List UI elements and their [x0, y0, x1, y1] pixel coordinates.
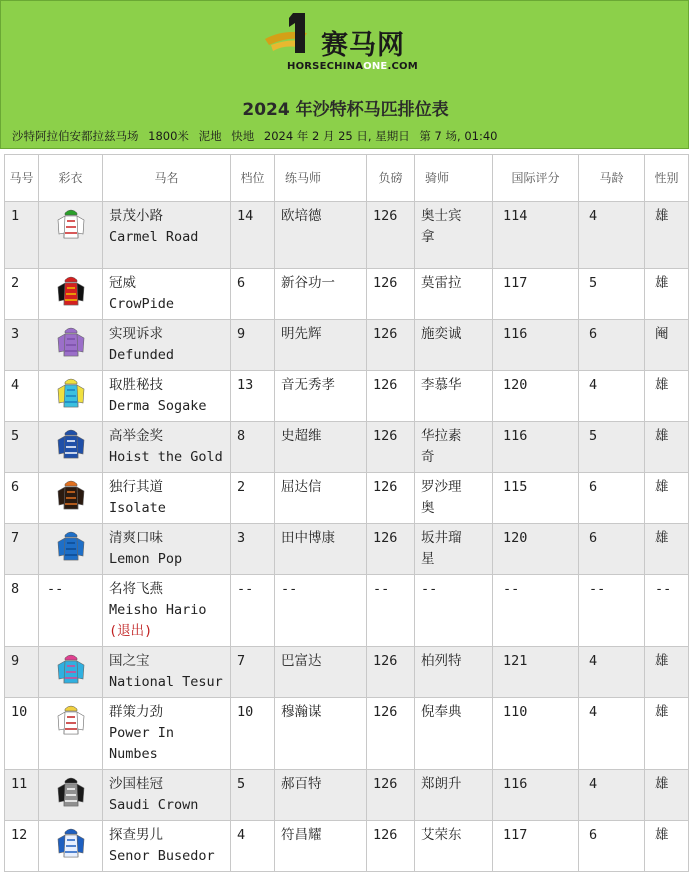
- scratched-label: (退出): [109, 623, 153, 639]
- weight-cell: 126: [367, 473, 415, 524]
- trainer-cell: --: [275, 575, 367, 647]
- age-cell: 4: [579, 770, 645, 821]
- sex-cell: 阉: [645, 320, 689, 371]
- silk-cell: [39, 422, 103, 473]
- silk-cell: [39, 698, 103, 770]
- age-cell: 6: [579, 473, 645, 524]
- horse-name-chinese: 高举金奖: [109, 428, 163, 444]
- age-cell: 5: [579, 269, 645, 320]
- jockey-silk-icon: [56, 326, 86, 358]
- weight-cell: 126: [367, 422, 415, 473]
- draw-cell: 9: [231, 320, 275, 371]
- rating-cell: 116: [493, 422, 579, 473]
- trainer-cell: 田中博康: [275, 524, 367, 575]
- race-surface: 泥地: [198, 129, 222, 143]
- horse-name-cell[interactable]: [103, 473, 231, 524]
- weight-cell: 126: [367, 320, 415, 371]
- jockey-cell: 郑朗升: [415, 770, 493, 821]
- age-cell: 4: [579, 698, 645, 770]
- sex-cell: 雄: [645, 770, 689, 821]
- table-row[interactable]: [5, 698, 689, 770]
- horse-name-chinese: 实现诉求: [109, 326, 163, 342]
- horse-name-chinese: 冠威: [109, 275, 136, 291]
- col-header-age: 马龄: [579, 155, 645, 202]
- horse-name-chinese: 取胜秘技: [109, 377, 163, 393]
- horse-name-english: CrowPide: [109, 296, 175, 312]
- horse-name-english: Hoist the Gold: [109, 449, 223, 465]
- table-row[interactable]: [5, 524, 689, 575]
- table-row[interactable]: [5, 269, 689, 320]
- rating-cell: 116: [493, 770, 579, 821]
- silk-cell: [39, 647, 103, 698]
- jockey-cell: 坂井瑠 星: [415, 524, 493, 575]
- trainer-cell: 新谷功一: [275, 269, 367, 320]
- silk-cell: [39, 770, 103, 821]
- race-distance: 1800米: [148, 129, 189, 143]
- draw-cell: 3: [231, 524, 275, 575]
- horse-number: 9: [5, 647, 39, 698]
- rating-cell: 116: [493, 320, 579, 371]
- horse-number: 7: [5, 524, 39, 575]
- age-cell: 4: [579, 371, 645, 422]
- horse-name-english: National Tesur: [109, 674, 223, 690]
- rating-cell: 120: [493, 524, 579, 575]
- weight-cell: --: [367, 575, 415, 647]
- weight-cell: 126: [367, 647, 415, 698]
- jockey-silk-icon: [56, 377, 86, 409]
- col-header-name: 马名: [103, 155, 231, 202]
- table-row[interactable]: [5, 202, 689, 269]
- weight-cell: 126: [367, 371, 415, 422]
- draw-cell: 2: [231, 473, 275, 524]
- logo-mark-icon: [263, 9, 323, 57]
- table-row[interactable]: [5, 422, 689, 473]
- jockey-cell: 罗沙理 奥: [415, 473, 493, 524]
- silk-cell: --: [39, 575, 103, 647]
- horse-name-cell[interactable]: [103, 821, 231, 872]
- horse-number: 11: [5, 770, 39, 821]
- sex-cell: 雄: [645, 524, 689, 575]
- trainer-cell: 穆瀚谋: [275, 698, 367, 770]
- header-banner: [0, 0, 689, 149]
- sex-cell: 雄: [645, 647, 689, 698]
- horse-number: 2: [5, 269, 39, 320]
- weight-cell: 126: [367, 821, 415, 872]
- age-cell: 5: [579, 422, 645, 473]
- logo-text: 赛马网: [321, 30, 405, 61]
- horse-name-cell[interactable]: [103, 269, 231, 320]
- horse-name-english: Defunded: [109, 347, 175, 363]
- table-row[interactable]: [5, 320, 689, 371]
- sex-cell: 雄: [645, 698, 689, 770]
- race-info: [12, 128, 503, 144]
- sex-cell: --: [645, 575, 689, 647]
- horse-name-chinese: 清爽口味: [109, 530, 163, 546]
- rating-cell: 117: [493, 269, 579, 320]
- jockey-silk-icon: [56, 653, 86, 685]
- jockey-silk-icon: [56, 275, 86, 307]
- age-cell: --: [579, 575, 645, 647]
- table-row[interactable]: [5, 770, 689, 821]
- silk-cell: [39, 821, 103, 872]
- horse-name-chinese: 探查男儿: [109, 827, 163, 843]
- age-cell: 6: [579, 524, 645, 575]
- age-cell: 4: [579, 647, 645, 698]
- jockey-silk-icon: [56, 704, 86, 736]
- rating-cell: --: [493, 575, 579, 647]
- horse-name-chinese: 名将飞燕: [109, 581, 163, 597]
- rating-cell: 120: [493, 371, 579, 422]
- trainer-cell: 屈达信: [275, 473, 367, 524]
- jockey-cell: --: [415, 575, 493, 647]
- draw-cell: 7: [231, 647, 275, 698]
- jockey-silk-icon: [56, 827, 86, 859]
- horse-number: 4: [5, 371, 39, 422]
- horse-name-cell[interactable]: [103, 698, 231, 770]
- jockey-cell: 柏列特: [415, 647, 493, 698]
- horse-name-english: Saudi Crown: [109, 797, 199, 813]
- trainer-cell: 巴富达: [275, 647, 367, 698]
- col-header-jockey: 骑师: [415, 155, 493, 202]
- horse-number: 1: [5, 202, 39, 269]
- sex-cell: 雄: [645, 473, 689, 524]
- horse-name-cell[interactable]: [103, 320, 231, 371]
- table-row[interactable]: [5, 575, 689, 647]
- horse-number: 10: [5, 698, 39, 770]
- col-header-sex: 性别: [645, 155, 689, 202]
- horse-number: 12: [5, 821, 39, 872]
- horse-name-chinese: 国之宝: [109, 653, 150, 669]
- logo-domain: HORSECHINAONE.COM: [287, 61, 418, 72]
- sex-cell: 雄: [645, 371, 689, 422]
- horse-name-chinese: 群策力劲: [109, 704, 163, 720]
- horse-number: 6: [5, 473, 39, 524]
- jockey-cell: 李慕华: [415, 371, 493, 422]
- horse-name-cell[interactable]: [103, 202, 231, 269]
- site-logo[interactable]: [263, 9, 423, 75]
- jockey-silk-icon: [56, 479, 86, 511]
- draw-cell: 13: [231, 371, 275, 422]
- trainer-cell: 郝百特: [275, 770, 367, 821]
- rating-cell: 121: [493, 647, 579, 698]
- weight-cell: 126: [367, 202, 415, 269]
- horse-name-cell[interactable]: [103, 371, 231, 422]
- col-header-draw: 档位: [231, 155, 275, 202]
- horse-name-chinese: 景茂小路: [109, 208, 163, 224]
- draw-cell: 14: [231, 202, 275, 269]
- silk-cell: [39, 320, 103, 371]
- jockey-cell: 艾荣东: [415, 821, 493, 872]
- horse-name-cell[interactable]: [103, 575, 231, 647]
- jockey-cell: 倪奉典: [415, 698, 493, 770]
- horse-name-chinese: 独行其道: [109, 479, 163, 495]
- table-header-row: [5, 155, 689, 202]
- horse-number: 3: [5, 320, 39, 371]
- col-header-trainer: 练马师: [275, 155, 367, 202]
- horse-name-cell[interactable]: [103, 524, 231, 575]
- silk-cell: [39, 371, 103, 422]
- trainer-cell: 符昌耀: [275, 821, 367, 872]
- horse-name-chinese: 沙国桂冠: [109, 776, 163, 792]
- rating-cell: 115: [493, 473, 579, 524]
- silk-cell: [39, 473, 103, 524]
- trainer-cell: 欧培德: [275, 202, 367, 269]
- entries-table: [4, 154, 689, 872]
- silk-cell: [39, 202, 103, 269]
- horse-name-english: Lemon Pop: [109, 551, 183, 567]
- trainer-cell: 史超维: [275, 422, 367, 473]
- silk-cell: [39, 524, 103, 575]
- horse-name-cell[interactable]: [103, 647, 231, 698]
- race-date: 2024 年 2 月 25 日, 星期日: [263, 129, 410, 143]
- age-cell: 6: [579, 821, 645, 872]
- col-header-silk: 彩衣: [39, 155, 103, 202]
- age-cell: 4: [579, 202, 645, 269]
- table-row[interactable]: [5, 371, 689, 422]
- horse-name-cell[interactable]: [103, 422, 231, 473]
- age-cell: 6: [579, 320, 645, 371]
- trainer-cell: 明先辉: [275, 320, 367, 371]
- silk-cell: [39, 269, 103, 320]
- col-header-weight: 负磅: [367, 155, 415, 202]
- horse-name-english: Isolate: [109, 500, 166, 516]
- rating-cell: 114: [493, 202, 579, 269]
- table-row[interactable]: [5, 821, 689, 872]
- horse-number: 8: [5, 575, 39, 647]
- horse-name-english: Derma Sogake: [109, 398, 207, 414]
- horse-name-english: Senor Busedor: [109, 848, 215, 864]
- col-header-rating: 国际评分: [493, 155, 579, 202]
- jockey-cell: 施奕诚: [415, 320, 493, 371]
- weight-cell: 126: [367, 269, 415, 320]
- horse-name-english: Carmel Road: [109, 229, 199, 245]
- jockey-silk-icon: [56, 530, 86, 562]
- jockey-silk-icon: [56, 208, 86, 240]
- horse-name-english: Meisho Hario: [109, 602, 207, 618]
- trainer-cell: 音无秀孝: [275, 371, 367, 422]
- weight-cell: 126: [367, 524, 415, 575]
- weight-cell: 126: [367, 698, 415, 770]
- jockey-cell: 华拉素 奇: [415, 422, 493, 473]
- horse-number: 5: [5, 422, 39, 473]
- table-row[interactable]: [5, 473, 689, 524]
- horse-name-cell[interactable]: [103, 770, 231, 821]
- sex-cell: 雄: [645, 202, 689, 269]
- sex-cell: 雄: [645, 821, 689, 872]
- draw-cell: 6: [231, 269, 275, 320]
- race-going: 快地: [231, 129, 255, 143]
- race-number-time: 第 7 场, 01:40: [419, 129, 498, 143]
- race-venue: 沙特阿拉伯安都拉兹马场: [12, 129, 139, 143]
- sex-cell: 雄: [645, 422, 689, 473]
- rating-cell: 110: [493, 698, 579, 770]
- draw-cell: --: [231, 575, 275, 647]
- sex-cell: 雄: [645, 269, 689, 320]
- jockey-silk-icon: [56, 428, 86, 460]
- weight-cell: 126: [367, 770, 415, 821]
- table-row[interactable]: [5, 647, 689, 698]
- page-title: 2024 年沙特杯马匹排位表: [242, 100, 449, 120]
- jockey-cell: 莫雷拉: [415, 269, 493, 320]
- jockey-silk-icon: [56, 776, 86, 808]
- rating-cell: 117: [493, 821, 579, 872]
- draw-cell: 8: [231, 422, 275, 473]
- draw-cell: 4: [231, 821, 275, 872]
- draw-cell: 5: [231, 770, 275, 821]
- horse-name-english: Power In Numbes: [109, 725, 175, 762]
- col-header-number: 马号: [5, 155, 39, 202]
- draw-cell: 10: [231, 698, 275, 770]
- jockey-cell: 奥士宾 拿: [415, 202, 493, 269]
